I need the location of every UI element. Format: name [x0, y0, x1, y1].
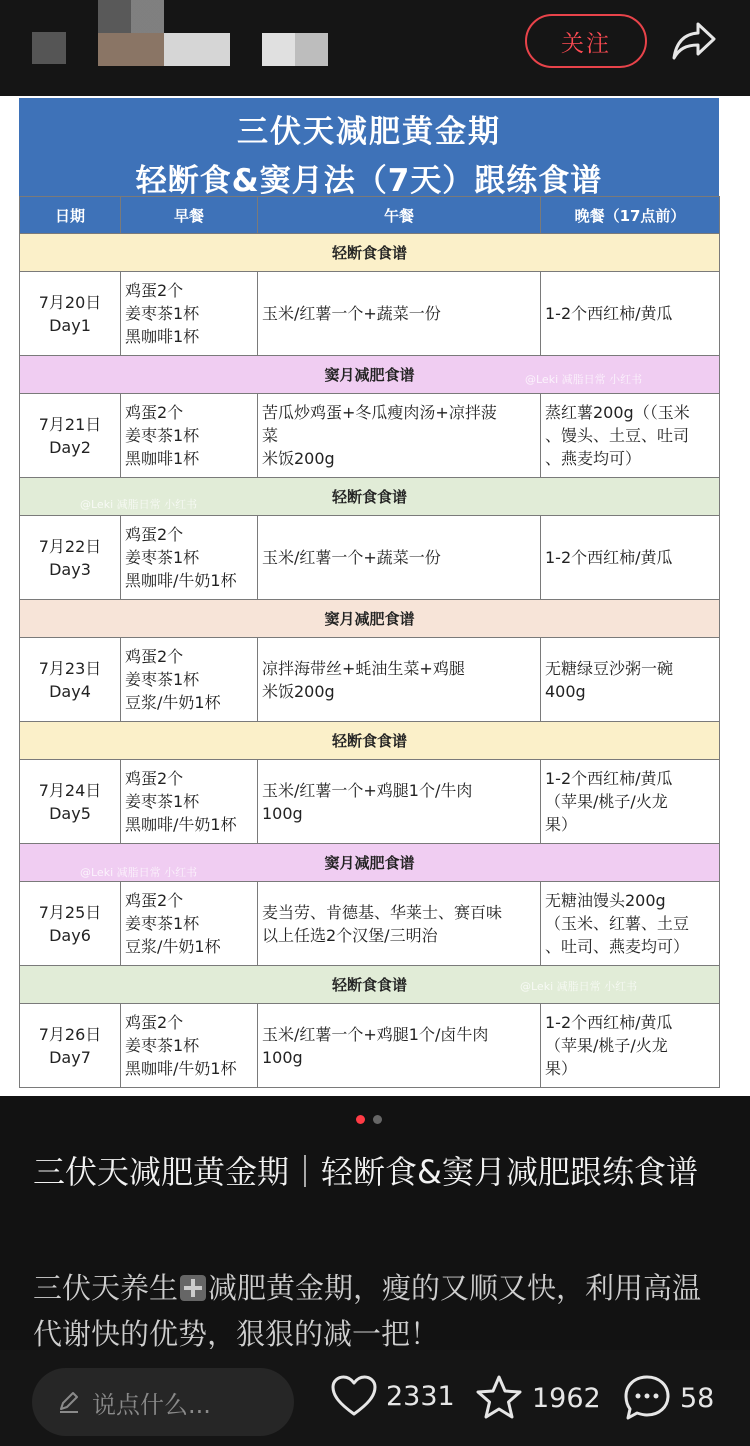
- share-icon[interactable]: [670, 20, 718, 62]
- poster-title-block: [19, 98, 719, 199]
- dinner-cell: 1-2个西红柿/黄瓜 （苹果/桃子/火龙 果）: [541, 760, 720, 844]
- lunch-cell: 玉米/红薯一个+鸡腿1个/牛肉 100g: [258, 760, 541, 844]
- section-label: 轻断食食谱: [20, 722, 720, 760]
- carousel-dot-active: [356, 1115, 365, 1124]
- section-label: 窦月减肥食谱: [20, 600, 720, 638]
- poster-title: 三伏天减肥黄金期: [237, 114, 501, 150]
- breakfast-cell: 鸡蛋2个 姜枣茶1杯 豆浆/牛奶1杯: [121, 882, 258, 966]
- top-bar: [0, 0, 750, 96]
- lunch-cell: 玉米/红薯一个+蔬菜一份: [258, 272, 541, 356]
- col-header-lunch: 午餐: [258, 197, 541, 234]
- date-text: 7月23日: [38, 658, 102, 678]
- plus-emoji-icon: [180, 1275, 206, 1301]
- breakfast-cell: 鸡蛋2个 姜枣茶1杯 黑咖啡/牛奶1杯: [121, 516, 258, 600]
- dinner-cell: 1-2个西红柿/黄瓜 （苹果/桃子/火龙 果）: [541, 1004, 720, 1088]
- comment-bubble-icon: [622, 1374, 672, 1422]
- blurred-username: [262, 33, 328, 66]
- day-text: Day1: [49, 315, 91, 335]
- day-text: Day3: [49, 559, 91, 579]
- pencil-icon: [56, 1389, 82, 1415]
- date-text: 7月22日: [38, 536, 102, 556]
- comment-button[interactable]: [622, 1374, 714, 1422]
- table-row: [20, 882, 720, 966]
- post-body: [33, 1265, 723, 1349]
- date-cell: [20, 882, 121, 966]
- section-header-row: [20, 234, 720, 272]
- dinner-cell: 无糖绿豆沙粥一碗 400g: [541, 638, 720, 722]
- section-label: 轻断食食谱: [20, 234, 720, 272]
- breakfast-cell: 鸡蛋2个 姜枣茶1杯 黑咖啡/牛奶1杯: [121, 1004, 258, 1088]
- table-header-row: [20, 197, 720, 234]
- table-row: [20, 760, 720, 844]
- dinner-cell: 蒸红薯200g（（玉米 、馒头、土豆、吐司 、燕麦均可）: [541, 394, 720, 478]
- table-row: [20, 394, 720, 478]
- star-icon: [474, 1374, 524, 1422]
- lunch-cell: 苦瓜炒鸡蛋+冬瓜瘦肉汤+凉拌菠 菜 米饭200g: [258, 394, 541, 478]
- date-text: 7月20日: [38, 292, 102, 312]
- post-image[interactable]: [0, 96, 750, 1096]
- section-label: 窦月减肥食谱: [20, 356, 720, 394]
- dinner-cell: 1-2个西红柿/黄瓜: [541, 516, 720, 600]
- date-cell: [20, 394, 121, 478]
- breakfast-cell: 鸡蛋2个 姜枣茶1杯 黑咖啡/牛奶1杯: [121, 760, 258, 844]
- table-row: [20, 516, 720, 600]
- watermark: @Leki 减脂日常 小红书: [520, 980, 638, 993]
- favorite-count: 1962: [532, 1382, 601, 1414]
- post-body-text: 减肥黄金期，瘦的又顺又快，利用高温代谢快的优势，狠狠的减一把！: [33, 1271, 702, 1349]
- like-count: 2331: [386, 1380, 455, 1412]
- col-header-breakfast: 早餐: [121, 197, 258, 234]
- post-body-text: 三伏天养生: [33, 1271, 179, 1305]
- date-text: 7月21日: [38, 414, 102, 434]
- col-header-date: 日期: [20, 197, 121, 234]
- breakfast-cell: 鸡蛋2个 姜枣茶1杯 黑咖啡1杯: [121, 272, 258, 356]
- section-label: 轻断食食谱: [20, 966, 720, 1004]
- meal-plan-table: [19, 196, 720, 1088]
- table-row: [20, 272, 720, 356]
- section-header-row: [20, 722, 720, 760]
- carousel-indicator: [356, 1115, 382, 1124]
- breakfast-cell: 鸡蛋2个 姜枣茶1杯 豆浆/牛奶1杯: [121, 638, 258, 722]
- carousel-dot: [373, 1115, 382, 1124]
- table-row: [20, 1004, 720, 1088]
- section-label: 窦月减肥食谱: [20, 844, 720, 882]
- date-text: 7月26日: [38, 1024, 102, 1044]
- dinner-cell: 无糖油馒头200g （玉米、红薯、土豆 、吐司、燕麦均可）: [541, 882, 720, 966]
- section-label: 轻断食食谱: [20, 478, 720, 516]
- blurred-username: [164, 33, 230, 66]
- dinner-cell: 1-2个西红柿/黄瓜: [541, 272, 720, 356]
- lunch-cell: 玉米/红薯一个+蔬菜一份: [258, 516, 541, 600]
- lunch-cell: 凉拌海带丝+蚝油生菜+鸡腿 米饭200g: [258, 638, 541, 722]
- lunch-cell: 麦当劳、肯德基、华莱士、赛百味 以上任选2个汉堡/三明治: [258, 882, 541, 966]
- post-title: 三伏天减肥黄金期｜轻断食&窦月减肥跟练食谱: [33, 1153, 698, 1191]
- date-cell: [20, 1004, 121, 1088]
- date-cell: [20, 638, 121, 722]
- section-header-row: [20, 600, 720, 638]
- favorite-button[interactable]: [474, 1374, 601, 1422]
- comment-count: 58: [680, 1382, 715, 1414]
- date-text: 7月24日: [38, 780, 102, 800]
- blurred-username: [98, 33, 164, 66]
- like-button[interactable]: [330, 1374, 455, 1418]
- date-cell: [20, 272, 121, 356]
- poster-subtitle: 轻断食&窦月法（7天）跟练食谱: [135, 163, 603, 199]
- table-row: [20, 638, 720, 722]
- follow-button[interactable]: 关注: [525, 14, 647, 68]
- heart-icon: [330, 1374, 378, 1418]
- breakfast-cell: 鸡蛋2个 姜枣茶1杯 黑咖啡1杯: [121, 394, 258, 478]
- day-text: Day7: [49, 1047, 91, 1067]
- watermark: @Leki 减脂日常 小红书: [525, 373, 643, 386]
- day-text: Day5: [49, 803, 91, 823]
- watermark: @Leki 减脂日常 小红书: [80, 866, 198, 879]
- col-header-dinner: 晚餐（17点前）: [541, 197, 720, 234]
- day-text: Day2: [49, 437, 91, 457]
- blurred-username: [32, 32, 66, 64]
- watermark: @Leki 减脂日常 小红书: [80, 498, 198, 511]
- comment-placeholder: 说点什么...: [92, 1390, 211, 1419]
- date-cell: [20, 516, 121, 600]
- lunch-cell: 玉米/红薯一个+鸡腿1个/卤牛肉 100g: [258, 1004, 541, 1088]
- comment-input[interactable]: [32, 1368, 294, 1436]
- day-text: Day6: [49, 925, 91, 945]
- date-cell: [20, 760, 121, 844]
- bottom-action-bar: [0, 1350, 750, 1446]
- date-text: 7月25日: [38, 902, 102, 922]
- day-text: Day4: [49, 681, 91, 701]
